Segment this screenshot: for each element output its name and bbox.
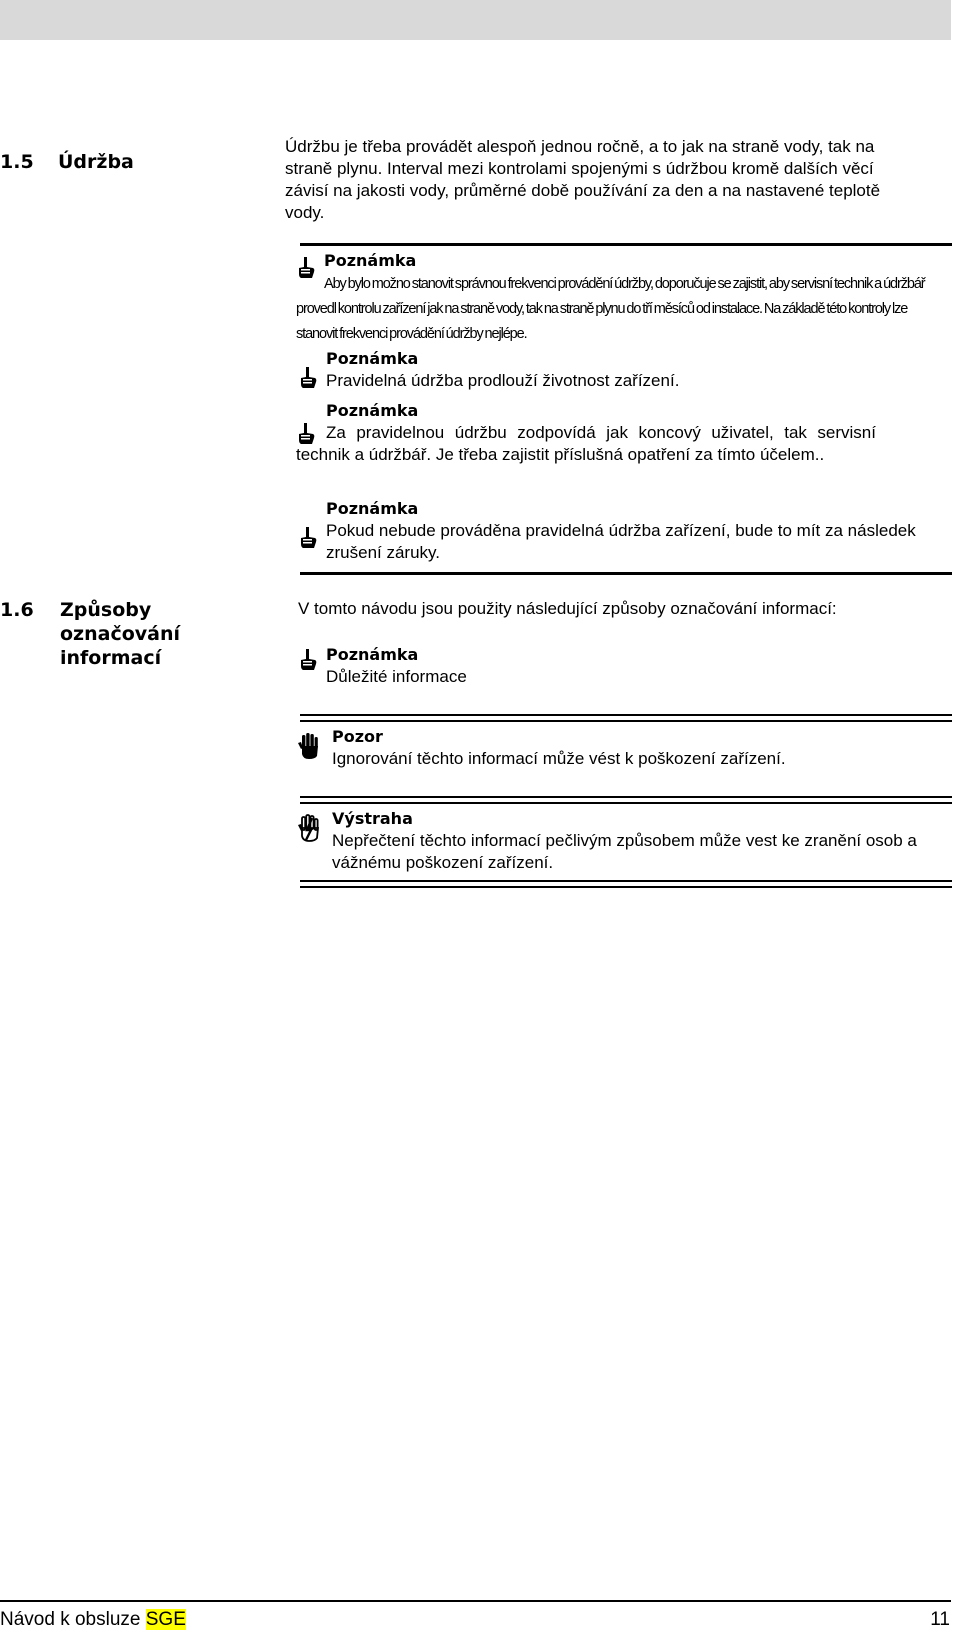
legend-warning bbox=[298, 808, 950, 880]
note-label: Poznámka bbox=[326, 645, 419, 664]
divider bbox=[300, 880, 952, 882]
footer-title-highlight: SGE bbox=[145, 1609, 186, 1630]
footer-title-prefix: Návod k obsluze bbox=[0, 1609, 146, 1630]
note-block bbox=[296, 400, 948, 490]
pointing-hand-icon bbox=[298, 648, 318, 672]
note-label: Poznámka bbox=[326, 349, 419, 368]
note-label: Výstraha bbox=[332, 809, 413, 828]
divider bbox=[300, 243, 952, 246]
pointing-hand-icon bbox=[298, 366, 318, 390]
marking-intro: V tomto návodu jsou použity následující způsoby označování informací: bbox=[298, 599, 837, 618]
note-label: Poznámka bbox=[326, 499, 419, 518]
section-title: Způsoby označování informací bbox=[60, 599, 181, 669]
note-label: Pozor bbox=[332, 727, 383, 746]
note-text: Důležité informace bbox=[326, 667, 467, 686]
note-label: Poznámka bbox=[324, 251, 417, 270]
footer-title bbox=[0, 1608, 186, 1632]
maintenance-intro: Údržbu je třeba provádět alespoň jednou ročně, a to jak na straně vody, tak na straně plynu. Interval mezi kontrolami spojenými s údržbou kromě dalších věcí závisí na jakosti vody, průměrné době používání za den a na nastavené teplotě vody. bbox=[285, 137, 881, 222]
divider bbox=[300, 720, 952, 722]
note-text: Ignorování těchto informací může vést k poškození zařízení. bbox=[332, 749, 786, 768]
note-text: Nepřečtení těchto informací pečlivým způsobem může vest ke zranění osob a vážnému poškození zařízení. bbox=[332, 831, 917, 872]
section-number: 1.6 bbox=[0, 599, 34, 621]
divider bbox=[300, 796, 952, 798]
note-label: Poznámka bbox=[326, 401, 419, 420]
legend-note bbox=[298, 644, 950, 692]
note-block bbox=[296, 250, 948, 340]
section-number: 1.5 bbox=[0, 151, 34, 173]
divider bbox=[300, 714, 952, 716]
legend-caution bbox=[298, 726, 950, 776]
note-text: Za pravidelnou údržbu zodpovídá jak koncový uživatel, tak servisní technik a údržbář. Je třeba zajistit příslušná opatření za tímto účelem.. bbox=[296, 423, 876, 464]
divider bbox=[300, 572, 952, 575]
section-title: Údržba bbox=[58, 151, 134, 173]
note-text: Pokud nebude prováděna pravidelná údržba zařízení, bude to mít za následek zrušení záruky. bbox=[326, 521, 916, 562]
note-block bbox=[298, 348, 950, 392]
note-text: Pravidelná údržba prodlouží životnost zařízení. bbox=[326, 371, 680, 390]
pointing-hand-icon bbox=[298, 526, 318, 550]
divider bbox=[300, 802, 952, 804]
note-text: Aby bylo možno stanovit správnou frekvenci provádění údržby, doporučuje se zajistit, aby servisní technik a údržbář provedl kontrolu zařízení jak na straně vody, tak na straně plynu do tří měsíců od instalace. Na základě této kontroly lze stanovit frekvenci provádění údržby nejlépe. bbox=[296, 276, 925, 342]
stop-hand-icon bbox=[298, 732, 322, 760]
note-block bbox=[298, 498, 950, 568]
header-bar bbox=[0, 0, 951, 40]
page-number: 11 bbox=[930, 1609, 950, 1630]
warning-hand-icon bbox=[298, 814, 322, 842]
footer-divider bbox=[0, 1600, 951, 1602]
divider bbox=[300, 886, 952, 888]
